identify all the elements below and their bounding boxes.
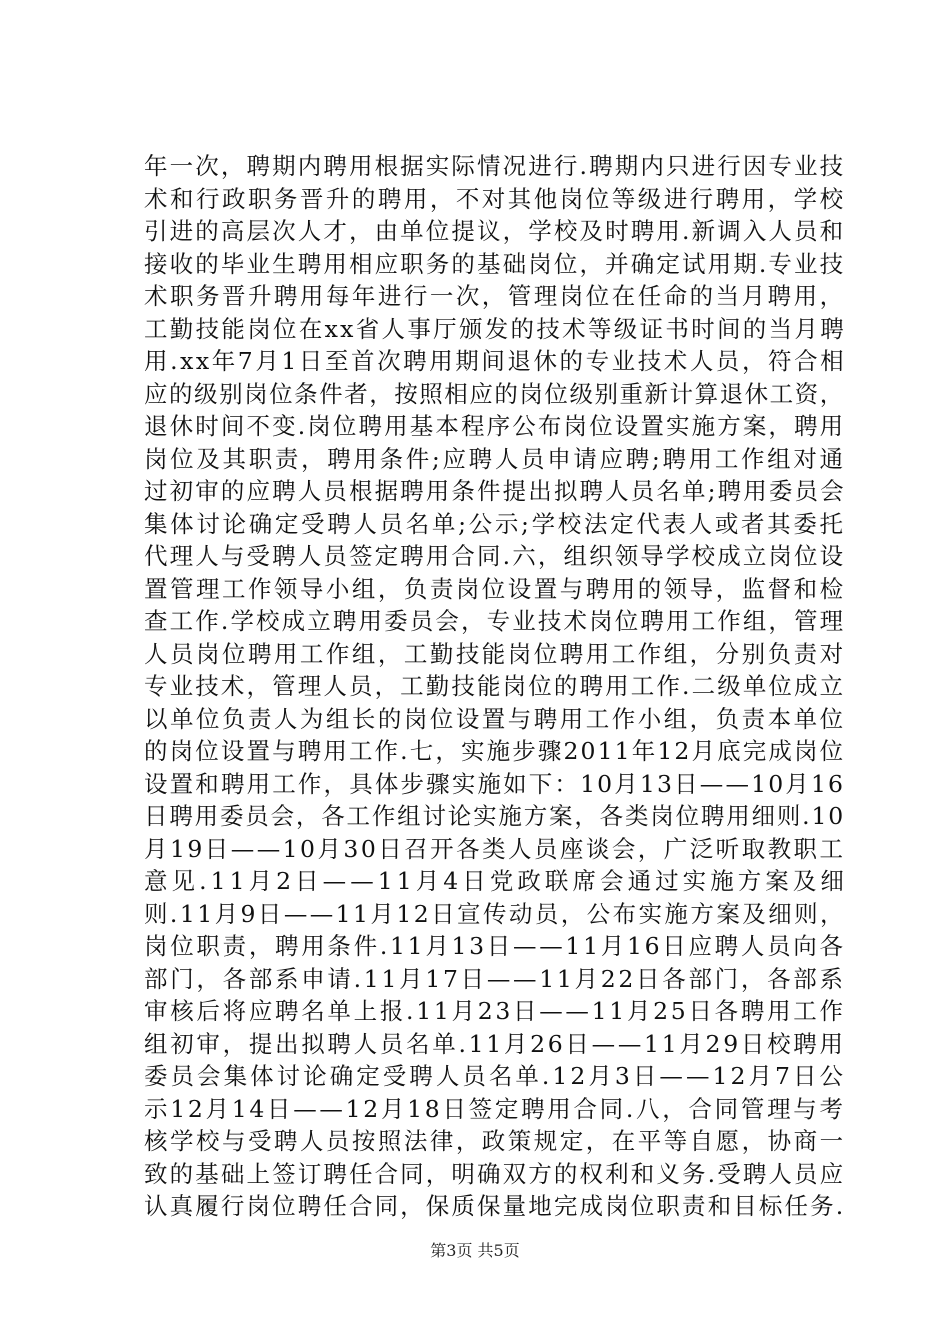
text-line: 核学校与受聘人员按照法律，政策规定，在平等自愿，协商一 — [144, 1127, 846, 1155]
text-line: 代理人与受聘人员签定聘用合同.六，组织领导学校成立岗位设 — [144, 542, 846, 570]
text-line: 年一次，聘期内聘用根据实际情况进行.聘期内只进行因专业技 — [144, 152, 846, 180]
text-line: 集体讨论确定受聘人员名单;公示;学校法定代表人或者其委托 — [144, 509, 846, 538]
text-line: 日聘用委员会，各工作组讨论实施方案，各类岗位聘用细则.10 — [144, 802, 845, 830]
text-line: 引进的高层次人才，由单位提议，学校及时聘用.新调入人员和 — [144, 217, 846, 245]
text-line: 人员岗位聘用工作组，工勤技能岗位聘用工作组，分别负责对 — [144, 639, 846, 668]
text-line: 专业技术，管理人员，工勤技能岗位的聘用工作.二级单位成立 — [144, 672, 846, 700]
text-line: 用.xx年7月1日至首次聘用期间退休的专业技术人员，符合相 — [144, 347, 847, 375]
text-line: 的岗位设置与聘用工作.七，实施步骤2011年12月底完成岗位 — [144, 737, 846, 765]
text-line: 应的级别岗位条件者，按照相应的岗位级别重新计算退休工资， — [144, 379, 845, 408]
text-line: 置管理工作领导小组，负责岗位设置与聘用的领导，监督和检 — [144, 574, 846, 603]
text-line: 查工作.学校成立聘用委员会，专业技术岗位聘用工作组，管理 — [144, 607, 846, 635]
text-line: 设置和聘用工作，具体步骤实施如下：10月13日——10月16 — [144, 769, 846, 798]
text-line: 工勤技能岗位在xx省人事厅颁发的技术等级证书时间的当月聘 — [144, 314, 847, 343]
page-footer: 第3页 共5页 — [430, 1241, 520, 1260]
text-line: 组初审，提出拟聘人员名单.11月26日——11月29日校聘用 — [144, 1029, 846, 1058]
text-line: 以单位负责人为组长的岗位设置与聘用工作小组，负责本单位 — [144, 704, 846, 733]
text-line: 术和行政职务晋升的聘用，不对其他岗位等级进行聘用，学校 — [144, 184, 846, 213]
text-line: 审核后将应聘名单上报.11月23日——11月25日各聘用工作 — [144, 997, 846, 1025]
text-line: 接收的毕业生聘用相应职务的基础岗位，并确定试用期.专业技 — [144, 249, 846, 278]
text-line: 过初审的应聘人员根据聘用条件提出拟聘人员名单;聘用委员会 — [144, 477, 846, 505]
text-line: 岗位及其职责，聘用条件;应聘人员申请应聘;聘用工作组对通 — [144, 444, 846, 473]
text-line: 则.11月9日——11月12日宣传动员，公布实施方案及细则， — [144, 899, 846, 928]
text-line: 致的基础上签订聘任合同，明确双方的权利和义务.受聘人员应 — [144, 1159, 846, 1188]
text-line: 委员会集体讨论确定受聘人员名单.12月3日——12月7日公 — [144, 1062, 847, 1090]
text-line: 岗位职责，聘用条件.11月13日——11月16日应聘人员向各 — [144, 932, 846, 960]
text-line: 部门，各部系申请.11月17日——11月22日各部门，各部系 — [144, 964, 846, 993]
body-text — [144, 150, 848, 1223]
text-line: 退休时间不变.岗位聘用基本程序公布岗位设置实施方案，聘用 — [144, 412, 846, 440]
text-line: 月19日——10月30日召开各类人员座谈会，广泛听取教职工 — [144, 834, 846, 863]
text-line: 认真履行岗位聘任合同，保质保量地完成岗位职责和目标任务. — [144, 1192, 846, 1220]
text-line: 意见.11月2日——11月4日党政联席会通过实施方案及细 — [144, 867, 848, 895]
text-line: 示12月14日——12月18日签定聘用合同.八，合同管理与考 — [144, 1094, 846, 1123]
text-line: 术职务晋升聘用每年进行一次，管理岗位在任命的当月聘用， — [144, 282, 846, 310]
